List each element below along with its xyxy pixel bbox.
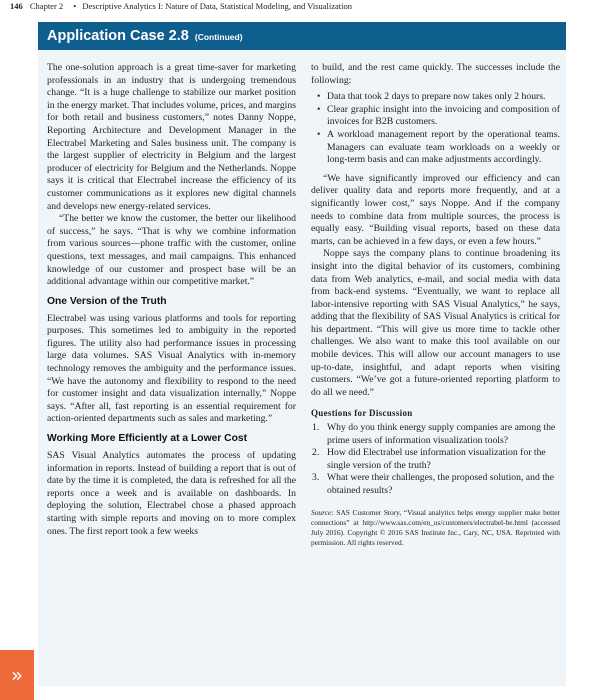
question-item: [311, 422, 560, 447]
bullet-icon: •: [317, 103, 321, 115]
paragraph: Noppe says the company plans to continue broadening its insight into the digital behavior of its customers, combining data from Web analytics, e-mail, and social media with data from back-end systems. “Eventually, we want to replace all labor-intensive reporting with SAS Visual Analytics,” he says, adding that the flexibility of SAS Visual Analytics is critical for his department. “This will give us more time to tackle other challenges. We also want to make this tool available on our mobile devices. This will allow our account managers to use up-to-date, insightful, and adapt reports when visiting customers. “We’ve got a future-oriented reporting platform to do all we need.”: [311, 248, 560, 398]
paragraph: Electrabel was using various platforms and tools for reporting purposes. This sometimes led to ambiguity in the reported figures. The utility also had performance issues in processing large data volumes. SAS Visual Analytics with in-memory technology removes the ambiguity and the performance issues. “We have the autonomy and flexibility to respond to the need for customer insight and data visualization internally,” Noppe says. “After all, fast reporting is an essential requirement for action-oriented departments such as sales and marketing.”: [47, 312, 296, 425]
case-title: Application Case 2.8: [47, 28, 189, 44]
chapter-label: Chapter 2: [29, 1, 64, 11]
questions-heading-text: Questions for Discussion: [311, 408, 413, 419]
bullet-icon: •: [317, 91, 321, 103]
running-header: [10, 0, 352, 12]
source-text: SAS Customer Story, “Visual analytics helps energy supplier make better connections” at http://www.sas.com/en_us/customers/electrabel-be.html (accessed July 2016). Copyright © 2016 SAS Institute Inc., Cary, NC, USA. Reprinted with permission. All rights reserved.: [311, 507, 560, 548]
questions-heading: [311, 407, 560, 420]
section-heading-one-version: One Version of the Truth: [47, 295, 167, 307]
successes-list: [311, 91, 560, 167]
question-item: [311, 472, 560, 497]
source-label: Source:: [311, 507, 334, 517]
questions-list: [311, 422, 560, 498]
question-number: 3.: [312, 472, 320, 484]
page-number: 146: [10, 1, 23, 11]
list-item: [311, 104, 560, 129]
list-item-text: A workload management report by the operational teams. Managers can evaluate team workloads on a weekly or long-term basis and can make adjustments accordingly.: [327, 128, 560, 166]
case-continued-label: (Continued): [194, 32, 243, 42]
case-title-band: [38, 22, 566, 50]
double-chevron-right-icon: »: [10, 663, 24, 687]
paragraph: to build, and the rest came quickly. The successes include the following:: [311, 62, 560, 86]
chapter-title: Descriptive Analytics I: Nature of Data, Statistical Modeling, and Visualization: [82, 1, 353, 11]
paragraph: The one-solution approach is a great time-saver for marketing professionals in an industry that is undergoing tremendous change. “It is a huge challenge to stabilize our market position in the energy market. That includes volume, prices, and margins for both retail and business customers,” notes Danny Noppe, Reporting Architecture and Development Manager in the Electrabel Marketing and Sales business unit. The company is the largest supplier of electricity in Belgium and the largest producer of electricity for Belgium and the Netherlands. Noppe says it is critical that Electrabel increase the efficiency of its customer communications as it explores new digital channels and develops new energy-related services.: [47, 62, 296, 212]
left-column: [47, 62, 296, 538]
question-item: [311, 447, 560, 472]
next-page-tab[interactable]: [0, 650, 34, 700]
list-item: [311, 91, 560, 104]
header-separator: •: [73, 1, 77, 11]
application-case-card: [38, 22, 566, 686]
question-text: Why do you think energy supply companies are among the prime users of information visualization tools?: [327, 422, 556, 446]
list-item: [311, 129, 560, 167]
paragraph: “We have significantly improved our efficiency and can deliver quality data and reports more frequently, and at a significantly lower cost,” says Noppe. And if the company needs to combine data from multiple sources, the process is equally easy. “Building visual reports, based on these data marts, can be achieved in a few days, or even a few hours.”: [311, 172, 560, 247]
question-number: 2.: [312, 447, 320, 459]
bullet-icon: •: [317, 128, 321, 140]
source-citation: [311, 508, 560, 549]
paragraph: “The better we know the customer, the better our likelihood of success,” he says. “That is why we combine information from various sources—phone traffic with the customer, online questions, text messages, and mail campaigns. This enhanced knowledge of our customer and prospect base will be an additional advantage within our competitive market.”: [47, 213, 296, 288]
question-text: How did Electrabel use information visualization for the single version of the truth?: [327, 447, 546, 471]
question-number: 1.: [312, 422, 320, 434]
list-item-text: Data that took 2 days to prepare now takes only 2 hours.: [327, 91, 546, 103]
section-heading-working-efficiently: Working More Efficiently at a Lower Cost: [47, 433, 248, 445]
question-text: What were their challenges, the proposed solution, and the obtained results?: [327, 472, 555, 496]
right-column: [311, 62, 560, 548]
paragraph: SAS Visual Analytics automates the process of updating information in reports. Instead of building a report that is out of date by the time it is completed, the data is refreshed for all the reports once a week and is available on dashboards. In deploying the solution, Electrabel chose a phased approach starting with simple reports and moving on to more complex ones. The first report took a few weeks: [47, 450, 296, 537]
list-item-text: Clear graphic insight into the invoicing and composition of invoices for B2B customers.: [327, 103, 560, 128]
